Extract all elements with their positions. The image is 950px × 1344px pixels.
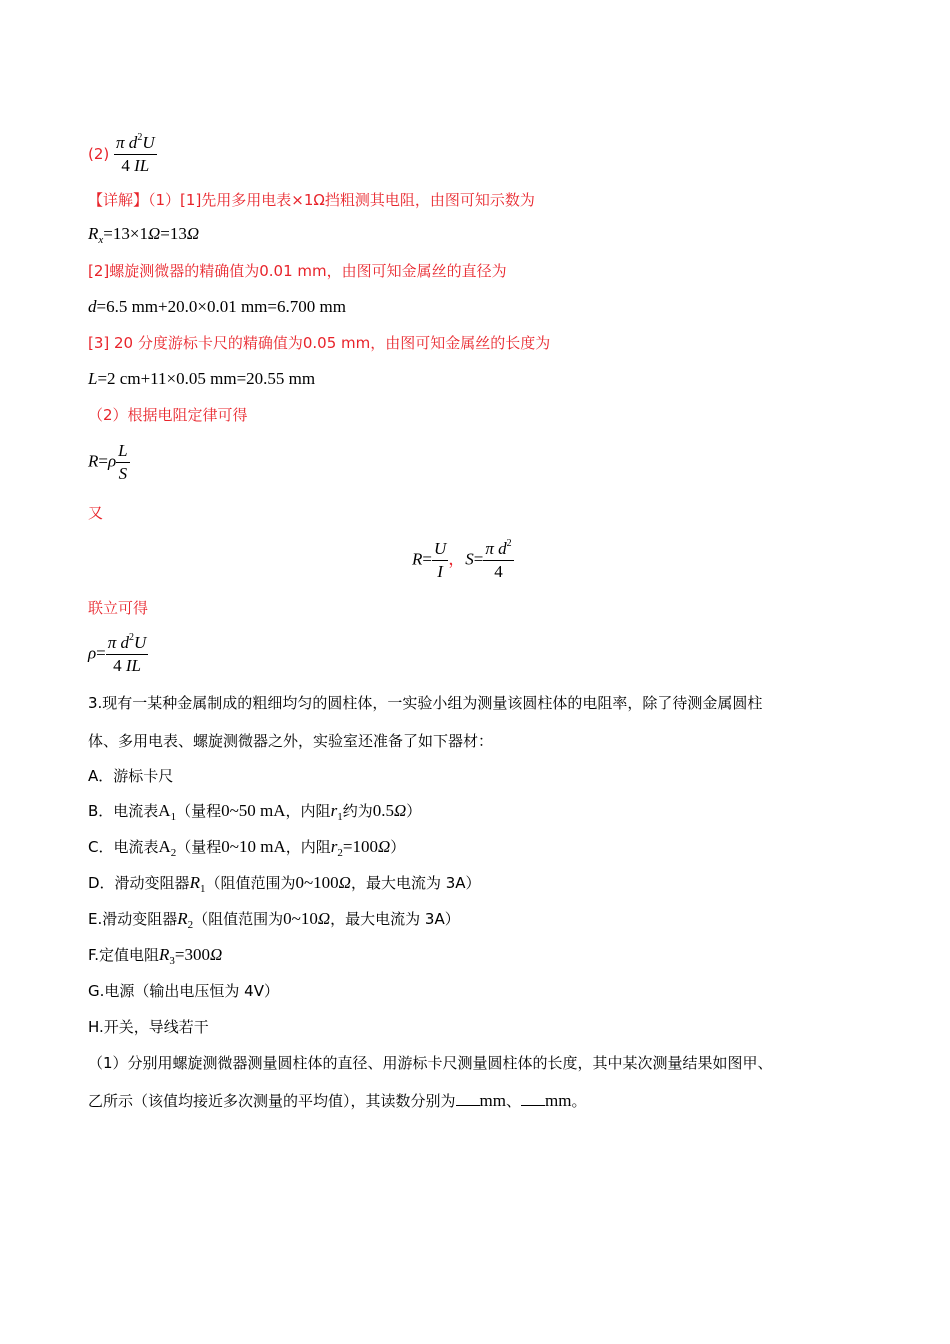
q3-sub1-line1: （1）分别用螺旋测微器测量圆柱体的直径、用游标卡尺测量圆柱体的长度，其中某次测量结果如图甲、 (88, 1054, 773, 1072)
q3-option-h: H.开关，导线若干 (88, 1018, 209, 1036)
answer-2-label: (2) (88, 145, 110, 163)
q3-option-d: D．滑动变阻器$R_1$（阻值范围为0~100Ω，最大电流为 3A） (88, 873, 481, 895)
d-equation: d=6.5 mm+20.0×0.01 mm=6.700 mm (88, 297, 346, 316)
q3-option-b: B．电流表$A_1$（量程0~50 mA，内阻$r_1$约为0.5Ω） (88, 801, 422, 823)
q3-stem-line1: 3.现有一某种金属制成的粗细均匀的圆柱体，一实验小组为测量该圆柱体的电阻率，除了待测金属圆柱 (88, 694, 763, 712)
answer-blank-2[interactable] (521, 1091, 545, 1106)
answer-2 (88, 132, 157, 177)
rx-equation: $R_x=13\times 1\Omega=13\Omega$ (88, 224, 200, 246)
q3-option-e: E.滑动变阻器$R_2$（阻值范围为0~10Ω，最大电流为 3A） (88, 909, 460, 931)
detail-part4: （2）根据电阻定律可得 (88, 406, 248, 424)
detail-heading: 【详解】 (88, 191, 149, 209)
q3-option-f: F.定值电阻$R_3=300\Omega$ (88, 945, 223, 967)
detail-you: 又 (88, 504, 104, 522)
RS-equation: R= $\frac{U}{I}$ ，S= $\frac{\pi d^2}{4}$ (412, 538, 512, 581)
answer-blank-1[interactable] (456, 1091, 480, 1106)
L-equation: L=2 cm+11×0.05 mm=20.55 mm (88, 369, 316, 388)
detail-part2: [2]螺旋测微器的精确值为0.01 mm，由图可知金属丝的直径为 (88, 262, 507, 280)
detail-lianli: 联立可得 (88, 599, 149, 617)
detail-part1 (88, 190, 535, 210)
q3-sub1-line2: 乙所示（该值均接近多次测量的平均值），其读数分别为 mm、 mm。 (88, 1091, 587, 1110)
detail-part3: [3] 20 分度游标卡尺的精确值为0.05 mm，由图可知金属丝的长度为 (88, 334, 551, 352)
rho-equation: ρ= $\frac{\pi d^2U}{4 IL}$ (88, 632, 147, 675)
answer-2-formula: $\frac{\pi d^2U}{4 IL}$ (116, 132, 155, 175)
q3-option-g: G.电源（输出电压恒为 4V） (88, 982, 279, 1000)
q3-stem-line2: 体、多用电表、螺旋测微器之外，实验室还准备了如下器材： (88, 732, 494, 750)
q3-option-a: A．游标卡尺 (88, 767, 174, 785)
q3-option-c: C．电流表$A_2$（量程0~10 mA，内阻$r_2=100\Omega$） (88, 837, 406, 859)
R-equation: R=ρ $\frac{L}{S}$ (88, 441, 128, 483)
detail-part1-text: （1）[1]先用多用电表×1Ω挡粗测其电阻，由图可知示数为 (148, 191, 535, 209)
